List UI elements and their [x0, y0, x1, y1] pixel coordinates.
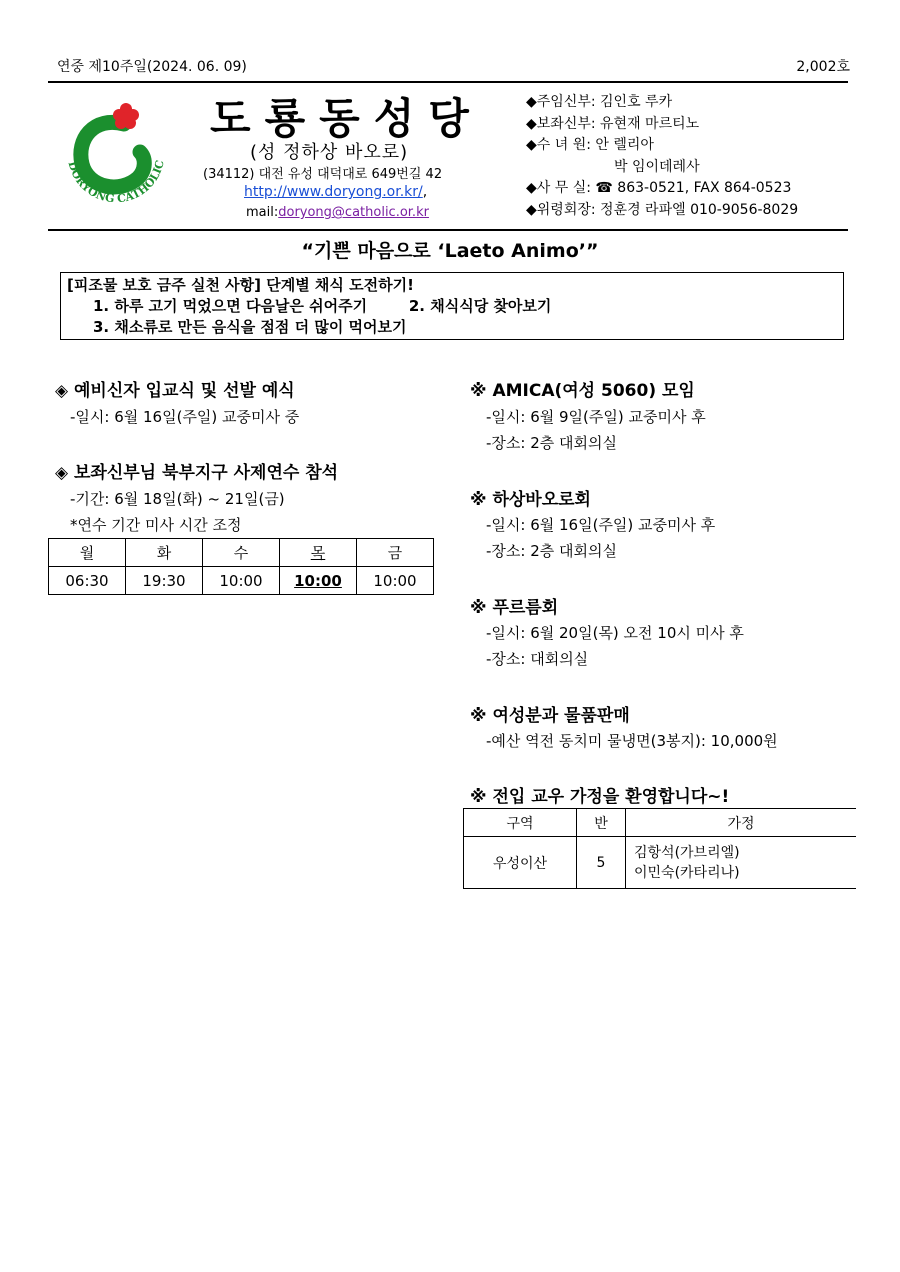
patron-saint: (성 정하상 바오로)	[250, 142, 409, 163]
section-pureureum-date: -일시: 6월 20일(목) 오전 10시 미사 후	[486, 624, 744, 642]
section-catechumen-date: -일시: 6월 16일(주일) 교중미사 중	[70, 408, 300, 426]
family-area: 우성이산	[464, 837, 577, 889]
schedule-day: 금	[357, 539, 434, 567]
staff-pastor: ◆주임신부: 김인호 루카	[526, 94, 673, 110]
section-pureureum-place: -장소: 대회의실	[486, 650, 589, 668]
schedule-time: 19:30	[126, 567, 203, 595]
schedule-times-row	[49, 567, 434, 595]
section-sale-title: ※ 여성분과 물품판매	[470, 706, 630, 726]
church-name: 도룡동성당	[210, 94, 483, 143]
mail-label: mail:	[246, 205, 279, 220]
section-amica-place: -장소: 2층 대회의실	[486, 434, 617, 452]
family-names	[626, 837, 857, 889]
family-ban: 5	[577, 837, 626, 889]
family-member-1: 김항석(가브리엘)	[634, 844, 740, 861]
schedule-day: 목	[280, 539, 357, 567]
notice-line-2: 1. 하루 고기 먹었으면 다음날은 쉬어주기 2. 채식식당 찾아보기	[93, 297, 552, 315]
section-catechumen-title: ◈ 예비신자 입교식 및 선발 예식	[55, 381, 295, 401]
mail-link[interactable]: doryong@catholic.or.kr	[278, 205, 429, 220]
notice-line-1: [피조물 보호 금주 실천 사항] 단계별 채식 도전하기!	[67, 276, 414, 294]
section-training-note: *연수 기간 미사 시간 조정	[70, 516, 242, 534]
section-hasang-date: -일시: 6월 16일(주일) 교중미사 후	[486, 516, 716, 534]
schedule-day: 월	[49, 539, 126, 567]
header-top-rule	[48, 81, 848, 83]
family-member-2: 이민숙(카타리나)	[634, 864, 740, 881]
section-training-title: ◈ 보좌신부님 북부지구 사제연수 참석	[55, 463, 339, 483]
homepage-suffix: ,	[422, 184, 428, 200]
section-hasang-place: -장소: 2층 대회의실	[486, 542, 617, 560]
schedule-day: 화	[126, 539, 203, 567]
motto: “기쁜 마음으로 ‘Laeto Animo’”	[301, 240, 599, 262]
staff-office: ◆사 무 실: ☎ 863-0521, FAX 864-0523	[526, 180, 792, 196]
schedule-time-highlight: 10:00	[280, 567, 357, 595]
section-amica-date: -일시: 6월 9일(주일) 교중미사 후	[486, 408, 706, 426]
staff-assistant: ◆보좌신부: 유현재 마르티노	[526, 115, 700, 132]
schedule-days-row	[49, 539, 434, 567]
notice-box	[60, 272, 844, 340]
family-row	[464, 837, 857, 889]
issue-number: 2,002호	[796, 59, 850, 75]
header-ban: 반	[577, 809, 626, 837]
schedule-time: 10:00	[203, 567, 280, 595]
notice-line-3: 3. 채소류로 만든 음식을 점점 더 많이 먹어보기	[93, 318, 407, 336]
header-bottom-rule	[48, 229, 848, 231]
staff-list	[526, 92, 798, 221]
homepage-line	[244, 184, 427, 200]
schedule-time: 10:00	[357, 567, 434, 595]
family-header-row	[464, 809, 857, 837]
section-amica-title: ※ AMICA(여성 5060) 모임	[470, 381, 695, 401]
section-sale-item: -예산 역전 동치미 물냉면(3봉지): 10,000원	[486, 732, 778, 750]
church-address: (34112) 대전 유성 대덕대로 649번길 42	[203, 167, 443, 182]
section-hasang-title: ※ 하상바오로회	[470, 490, 591, 510]
section-training-period: -기간: 6월 18일(화) ~ 21일(금)	[70, 490, 285, 508]
section-pureureum-title: ※ 푸르름회	[470, 598, 559, 618]
week-info: 연중 제10주일(2024. 06. 09)	[57, 59, 247, 75]
staff-memorial: ◆위령회장: 정훈경 라파엘 010-9056-8029	[526, 201, 799, 218]
mass-schedule-table	[48, 538, 434, 595]
logo-text: DORYONG CATHOLIC	[65, 158, 167, 206]
homepage-link[interactable]: http://www.doryong.or.kr/	[244, 184, 423, 200]
new-family-table	[463, 808, 856, 889]
schedule-time: 06:30	[49, 567, 126, 595]
section-welcome-title: ※ 전입 교우 가정을 환영합니다~!	[470, 787, 730, 807]
header-area: 구역	[464, 809, 577, 837]
staff-convent-2: 박 임이데레사	[614, 158, 700, 175]
header-family: 가정	[626, 809, 857, 837]
church-logo	[54, 94, 174, 214]
mail-line	[246, 205, 429, 220]
staff-convent: ◆수 녀 원: 안 렐리아	[526, 137, 654, 153]
schedule-day: 수	[203, 539, 280, 567]
